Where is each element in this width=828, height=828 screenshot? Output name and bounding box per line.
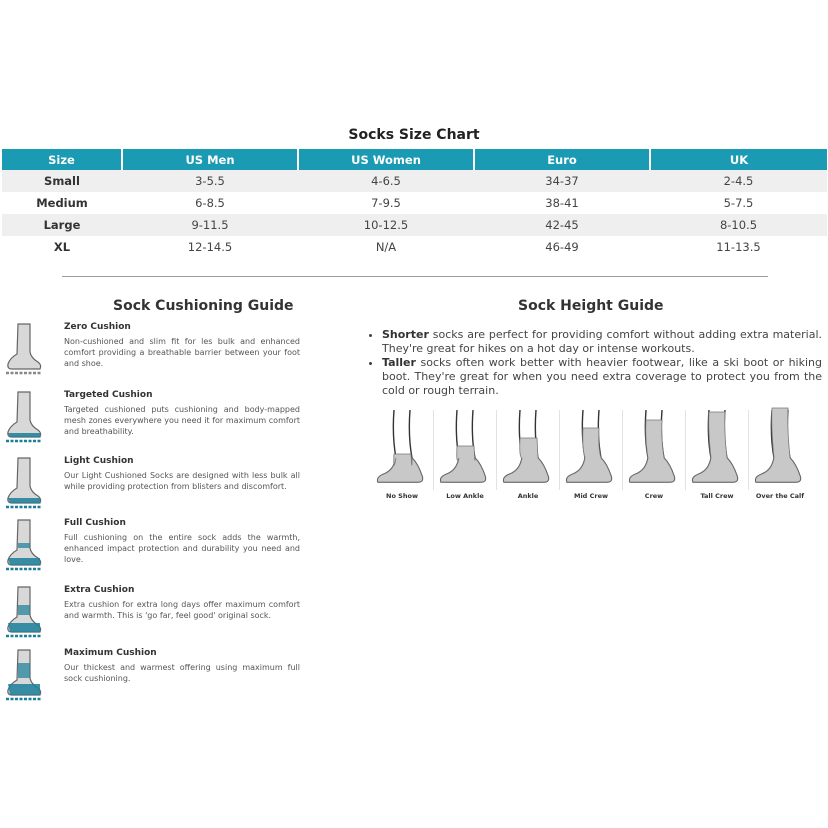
height-guide-text bbox=[370, 328, 822, 398]
cushion-name: Maximum Cushion bbox=[64, 648, 157, 658]
cell-us-women: 4-6.5 bbox=[298, 170, 474, 192]
cushion-description: Non-cushioned and slim fit for les bulk and enhanced comfort providing a breathable barrier between your foot and shoe. bbox=[64, 337, 300, 368]
sock-light-cushion-icon bbox=[4, 456, 44, 512]
sock-height-label: Low Ankle bbox=[446, 492, 484, 500]
cell-size: XL bbox=[53, 240, 71, 254]
sock-illustration bbox=[435, 406, 495, 506]
sock-divider bbox=[433, 410, 434, 490]
sock-height-label: Tall Crew bbox=[700, 492, 734, 500]
cell-uk: 8-10.5 bbox=[650, 214, 827, 236]
cell-size: Small bbox=[2, 170, 122, 192]
cushion-description: Our thickest and warmest offering using maximum full sock cushioning. bbox=[64, 663, 300, 683]
table-row bbox=[2, 236, 827, 258]
cushion-description: Extra cushion for extra long days offer maximum comfort and warmth. This is 'go far, feel good' original sock. bbox=[64, 600, 300, 620]
sock-divider bbox=[496, 410, 497, 490]
sock-height-label: No Show bbox=[386, 492, 418, 500]
cushion-description: Targeted cushioned puts cushioning and body-mapped mesh zones everywhere you need it for maximum comfort and breathability. bbox=[64, 405, 300, 436]
col-header-euro: Euro bbox=[474, 149, 650, 170]
cushion-description: Our Light Cushioned Socks are designed with less bulk all while providing protection from blisters and discomfort. bbox=[64, 471, 300, 491]
cell-us-men: 12-14.5 bbox=[187, 240, 233, 254]
sock-full-cushion-icon bbox=[4, 518, 44, 574]
sock-divider bbox=[685, 410, 686, 490]
sock-illustration bbox=[372, 406, 432, 506]
cushion-name: Targeted Cushion bbox=[64, 390, 153, 400]
cell-us-men: 9-11.5 bbox=[122, 214, 298, 236]
sock-illustration bbox=[687, 406, 747, 506]
table-row bbox=[2, 214, 827, 236]
cushion-item bbox=[4, 456, 304, 516]
cell-size: Medium bbox=[36, 196, 88, 210]
sock-illustration bbox=[624, 406, 684, 506]
cell-us-men: 3-5.5 bbox=[122, 170, 298, 192]
cushion-name: Light Cushion bbox=[64, 456, 134, 466]
size-chart-table bbox=[2, 149, 827, 258]
sock-divider bbox=[559, 410, 560, 490]
sock-maximum-cushion-icon bbox=[4, 648, 44, 704]
sock-height-illustrations bbox=[372, 406, 828, 506]
bullet-bold-taller: Taller bbox=[382, 356, 416, 369]
cushion-item bbox=[4, 322, 304, 382]
cell-uk: 2-4.5 bbox=[650, 170, 827, 192]
sock-extra-cushion-icon bbox=[4, 585, 44, 641]
col-header-us-women: US Women bbox=[298, 149, 474, 170]
table-header-row bbox=[2, 149, 827, 170]
cushion-name: Extra Cushion bbox=[64, 585, 135, 595]
sock-height-label: Crew bbox=[644, 492, 664, 500]
cushion-item bbox=[4, 585, 304, 645]
sock-targeted-cushion-icon bbox=[4, 390, 44, 446]
cushion-name: Zero Cushion bbox=[64, 322, 131, 332]
cell-us-women: 10-12.5 bbox=[298, 214, 474, 236]
cell-euro: 38-41 bbox=[545, 196, 579, 210]
cell-size: Large bbox=[2, 214, 122, 236]
cushioning-guide-title: Sock Cushioning Guide bbox=[113, 298, 294, 314]
cell-us-women: 7-9.5 bbox=[371, 196, 401, 210]
table-row bbox=[2, 170, 827, 192]
cell-euro: 42-45 bbox=[474, 214, 650, 236]
sock-divider bbox=[748, 410, 749, 490]
sock-illustration bbox=[750, 406, 810, 506]
height-guide-title: Sock Height Guide bbox=[518, 298, 664, 314]
col-header-us-men: US Men bbox=[122, 149, 298, 170]
height-bullet-shorter bbox=[382, 328, 822, 356]
sock-height-label: Over the Calf bbox=[755, 492, 805, 500]
sock-height-label: Ankle bbox=[517, 492, 539, 500]
cell-us-women: N/A bbox=[375, 240, 397, 254]
table-row bbox=[2, 192, 827, 214]
cell-us-men: 6-8.5 bbox=[195, 196, 225, 210]
cushion-item bbox=[4, 518, 304, 578]
bullet-bold-shorter: Shorter bbox=[382, 328, 429, 341]
cushion-name: Full Cushion bbox=[64, 518, 126, 528]
cell-euro: 34-37 bbox=[474, 170, 650, 192]
sock-zero-cushion-icon bbox=[4, 322, 44, 378]
cell-uk: 5-7.5 bbox=[723, 196, 754, 210]
cell-euro: 46-49 bbox=[545, 240, 579, 254]
cushion-item bbox=[4, 390, 304, 450]
bullet-text-taller: socks often work better with heavier footwear, like a ski boot or hiking boot. They're great for when you need extra coverage to protect you from the cold or rough terrain. bbox=[382, 356, 822, 397]
page-title: Socks Size Chart bbox=[348, 127, 480, 143]
sock-height-label: Mid Crew bbox=[573, 492, 608, 500]
cushion-description: Full cushioning on the entire sock adds the warmth, enhanced impact protection and durability you need and love. bbox=[64, 533, 300, 564]
bullet-text-shorter: socks are perfect for providing comfort without adding extra material. They're great for hikes on a hot day or intense workouts. bbox=[382, 328, 822, 355]
sock-illustration bbox=[561, 406, 621, 506]
col-header-uk: UK bbox=[650, 149, 827, 170]
cell-uk: 11-13.5 bbox=[716, 240, 761, 254]
height-bullet-taller bbox=[382, 356, 822, 398]
col-header-size: Size bbox=[2, 149, 122, 170]
cushion-item bbox=[4, 648, 304, 708]
section-divider bbox=[62, 276, 768, 277]
sock-divider bbox=[622, 410, 623, 490]
sock-illustration bbox=[498, 406, 558, 506]
